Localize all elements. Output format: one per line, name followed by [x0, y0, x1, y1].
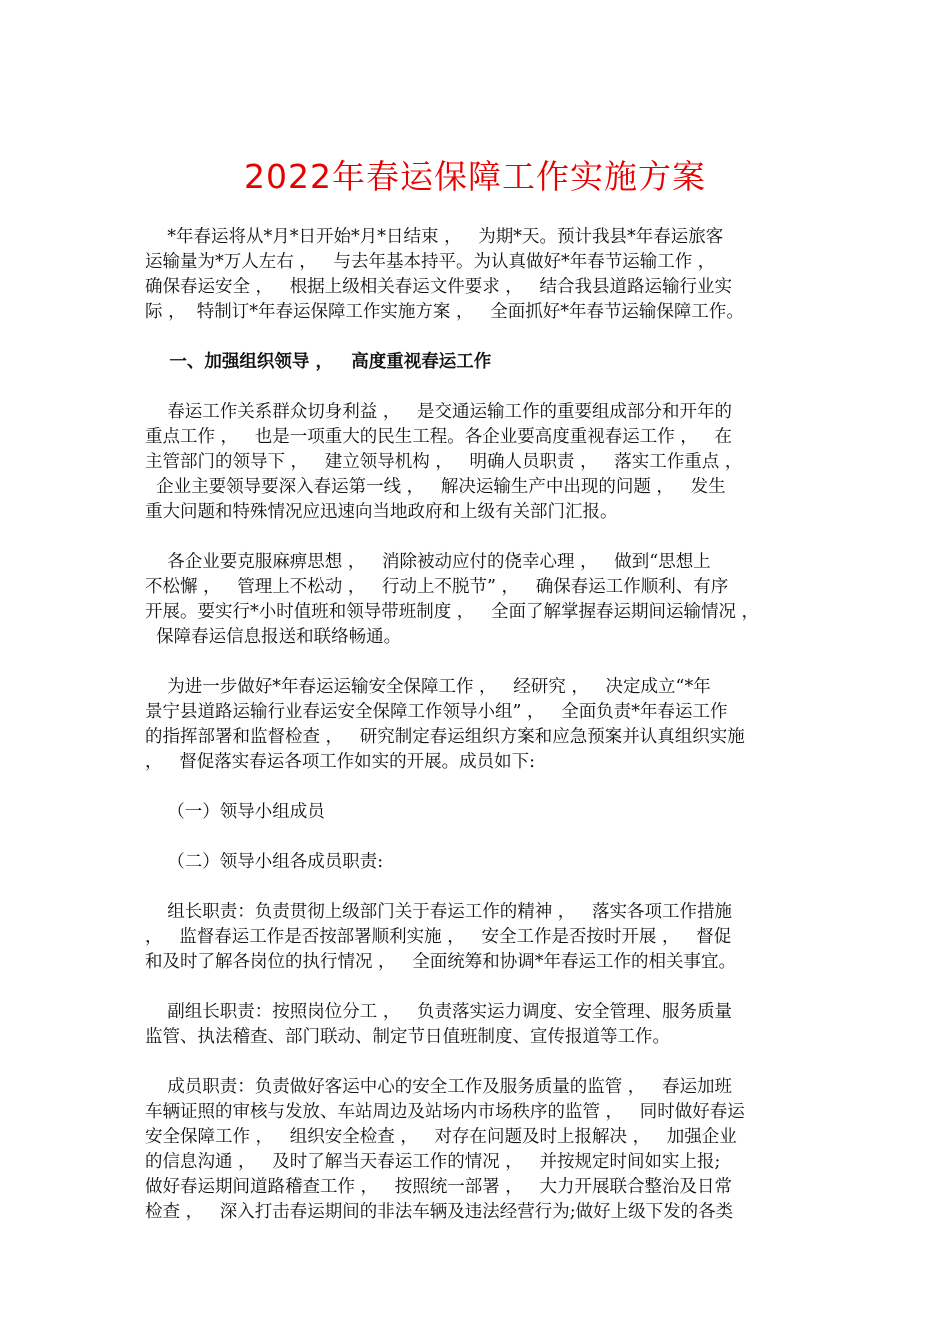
body-line: 主管部门的领导下 ， 建立领导机构 ， 明确人员职责 ， 落实工作重点 ， [145, 452, 743, 472]
body-line: 景宁县道路运输行业春运安全保障工作领导小组” ， 全面负责*年春运工作 [145, 702, 728, 722]
body-line: ， 监督春运工作是否按部署顺利实施 ， 安全工作是否按时开展 ， 督促 [145, 927, 732, 947]
body-line: 车辆证照的审核与发放、车站周边及站场内市场秩序的监管 ， 同时做好春运 [145, 1102, 745, 1122]
body-line: 企业主要领导要深入春运第一线 ， 解决运输生产中出现的问题 ， 发生 [145, 477, 726, 497]
body-line: 开展。要实行*小时值班和领导带班制度 ， 全面了解掌握春运期间运输情况 ， [145, 602, 760, 622]
body-line: 确保春运安全 ， 根据上级相关春运文件要求 ， 结合我县道路运输行业实 [145, 277, 732, 297]
body-line: 保障春运信息报送和联络畅通。 [145, 627, 402, 647]
body-line: 春运工作关系群众切身利益 ， 是交通运输工作的重要组成部分和开年的 [145, 402, 732, 422]
body-line: 成员职责：负责做好客运中心的安全工作及服务质量的监管 ， 春运加班 [145, 1077, 732, 1097]
body-line: *年春运将从*月*日开始*月*日结束 ， 为期*天。预计我县*年春运旅客 [145, 227, 724, 247]
body-line: 际 ， 特制订*年春运保障工作实施方案 ， 全面抓好*年春节运输保障工作。 [145, 302, 744, 322]
body-line: 重大问题和特殊情况应迅速向当地政府和上级有关部门汇报。 [145, 502, 618, 522]
document-title: 2022年春运保障工作实施方案 [244, 157, 706, 196]
subsection-heading: （二）领导小组各成员职责: [145, 852, 384, 872]
body-line: 运输量为*万人左右 ， 与去年基本持平。为认真做好*年春节运输工作 ， [145, 252, 716, 272]
body-line: 做好春运期间道路稽查工作 ， 按照统一部署 ， 大力开展联合整治及日常 [145, 1177, 732, 1197]
subsection-heading: （一）领导小组成员 [145, 802, 325, 822]
body-line: 副组长职责：按照岗位分工 ， 负责落实运力调度、安全管理、服务质量 [145, 1002, 732, 1022]
body-line: 不松懈 ， 管理上不松动 ， 行动上不脱节” ， 确保春运工作顺利、有序 [145, 577, 729, 597]
body-line: 检查 ， 深入打击春运期间的非法车辆及违法经营行为;做好上级下发的各类 [145, 1202, 734, 1222]
section-heading: 一、加强组织领导 ， 高度重视春运工作 [145, 352, 492, 372]
body-line: 和及时了解各岗位的执行情况 ， 全面统筹和协调*年春运工作的相关事宜。 [145, 952, 736, 972]
body-line: 安全保障工作 ， 组织安全检查 ， 对存在问题及时上报解决 ， 加强企业 [145, 1127, 737, 1147]
body-line: 的指挥部署和监督检查 ， 研究制定春运组织方案和应急预案并认真组织实施 [145, 727, 745, 747]
body-line: ， 督促落实春运各项工作如实的开展。成员如下: [145, 752, 536, 772]
body-line: 的信息沟通 ， 及时了解当天春运工作的情况 ， 并按规定时间如实上报; [145, 1152, 721, 1172]
body-line: 为进一步做好*年春运运输安全保障工作 ， 经研究 ， 决定成立“*年 [145, 677, 711, 697]
body-line: 组长职责：负责贯彻上级部门关于春运工作的精神 ， 落实各项工作措施 [145, 902, 732, 922]
body-line: 重点工作 ， 也是一项重大的民生工程。各企业要高度重视春运工作 ， 在 [145, 427, 732, 447]
body-line: 各企业要克服麻痹思想 ， 消除被动应付的侥幸心理 ， 做到“思想上 [145, 552, 711, 572]
body-line: 监管、执法稽查、部门联动、制定节日值班制度、宣传报道等工作。 [145, 1027, 670, 1047]
